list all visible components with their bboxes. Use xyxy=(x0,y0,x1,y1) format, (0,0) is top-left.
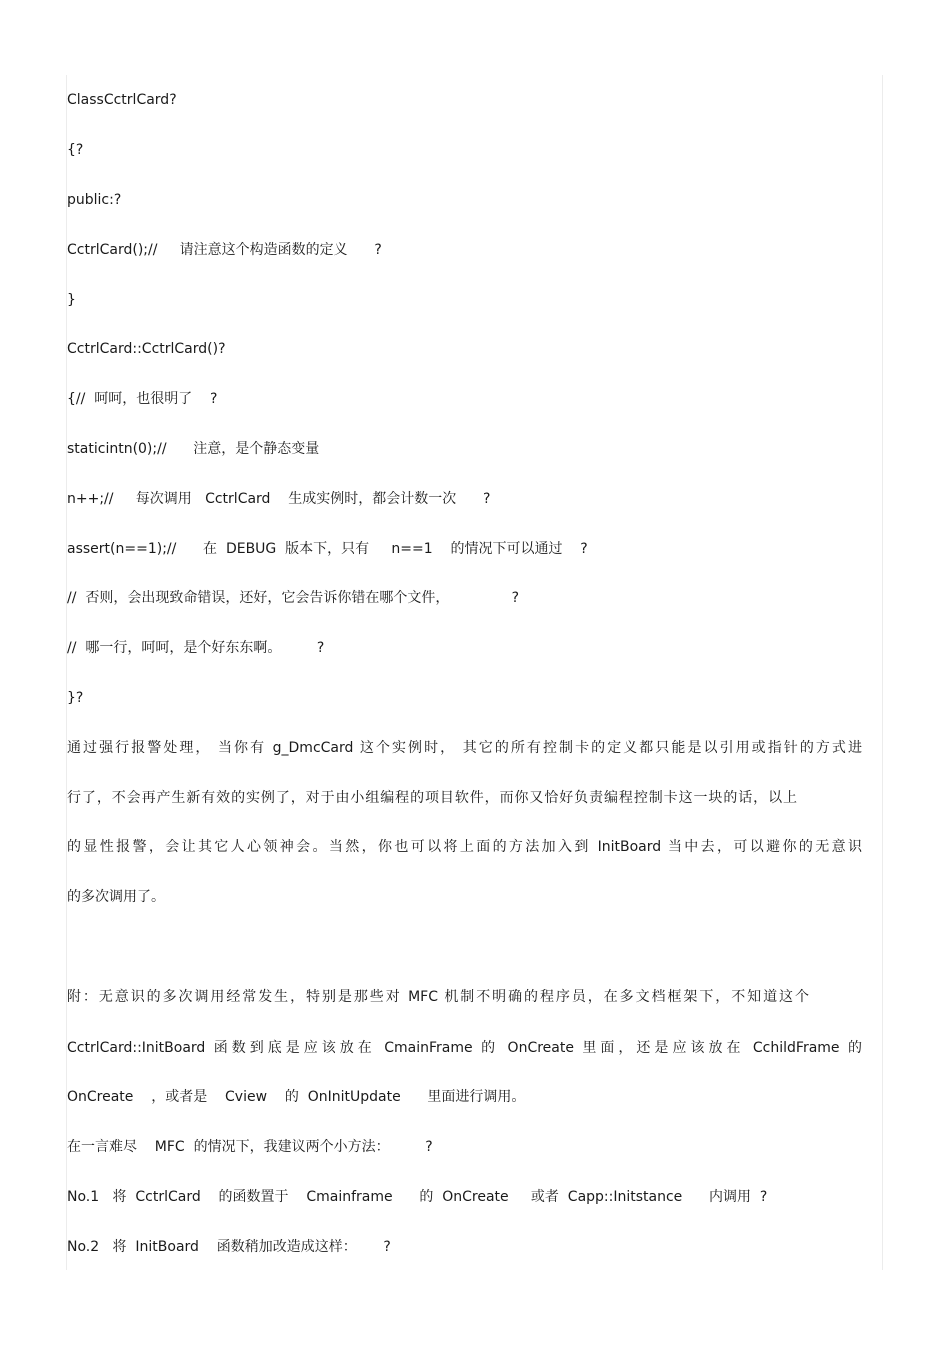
note-line: CctrlCard::InitBoard 函数到底是应该放在 CmainFrame 的 OnCreate 里面，还是应该放在 CchildFrame 的 xyxy=(67,1040,862,1056)
code-line-comment-error: // 否则，会出现致命错误，还好，它会告诉你错在哪个文件， ? xyxy=(67,590,520,606)
code-line-static-int: staticintn(0);// 注意，是个静态变量 xyxy=(67,441,320,457)
code-line-close-brace: } xyxy=(67,292,76,308)
code-line-constructor-decl: CctrlCard();// 请注意这个构造函数的定义 ? xyxy=(67,242,382,258)
code-line-class-decl: ClassCctrlCard? xyxy=(67,92,177,108)
code-line-comment-open: {// 呵呵，也很明了 ? xyxy=(67,391,218,407)
note-line: 在一言难尽 MFC 的情况下，我建议两个小方法： ? xyxy=(67,1139,433,1155)
code-line-public: public:? xyxy=(67,192,122,208)
code-line-assert: assert(n==1);// 在 DEBUG 版本下，只有 n==1 的情况下可以通过 ? xyxy=(67,541,588,557)
code-line-comment-line: // 哪一行，呵呵，是个好东东啊。 ? xyxy=(67,640,325,656)
code-line-end-brace: }? xyxy=(67,690,84,706)
code-line-increment: n++;// 每次调用 CctrlCard 生成实例时，都会计数一次 ? xyxy=(67,491,491,507)
code-line-constructor-def: CctrlCard::CctrlCard()? xyxy=(67,341,226,357)
paragraph-line: 的多次调用了。 xyxy=(67,889,165,905)
tip-line-1: No.1 将 CctrlCard 的函数置于 Cmainframe 的 OnCreate 或者 Capp::Initstance 内调用 ? xyxy=(67,1189,768,1205)
paragraph-line: 通过强行报警处理， 当你有 g_DmcCard 这个实例时， 其它的所有控制卡的定义都只能是以引用或指针的方式进 xyxy=(67,740,862,756)
right-margin-rule xyxy=(882,75,883,1270)
paragraph-line: 的显性报警，会让其它人心领神会。当然，你也可以将上面的方法加入到 InitBoard 当中去，可以避你的无意识 xyxy=(67,839,862,855)
note-line: 附：无意识的多次调用经常发生，特别是那些对 MFC 机制不明确的程序员，在多文档框架下，不知道这个 xyxy=(67,989,809,1005)
tip-line-2: No.2 将 InitBoard 函数稍加改造成这样： ? xyxy=(67,1239,391,1255)
paragraph-line: 行了，不会再产生新有效的实例了，对于由小组编程的项目软件，而你又恰好负责编程控制卡这一块的话，以上 xyxy=(67,790,797,806)
note-line: OnCreate ，或者是 Cview 的 OnInitUpdate 里面进行调用。 xyxy=(67,1089,526,1105)
code-line-open-brace: {? xyxy=(67,142,84,158)
